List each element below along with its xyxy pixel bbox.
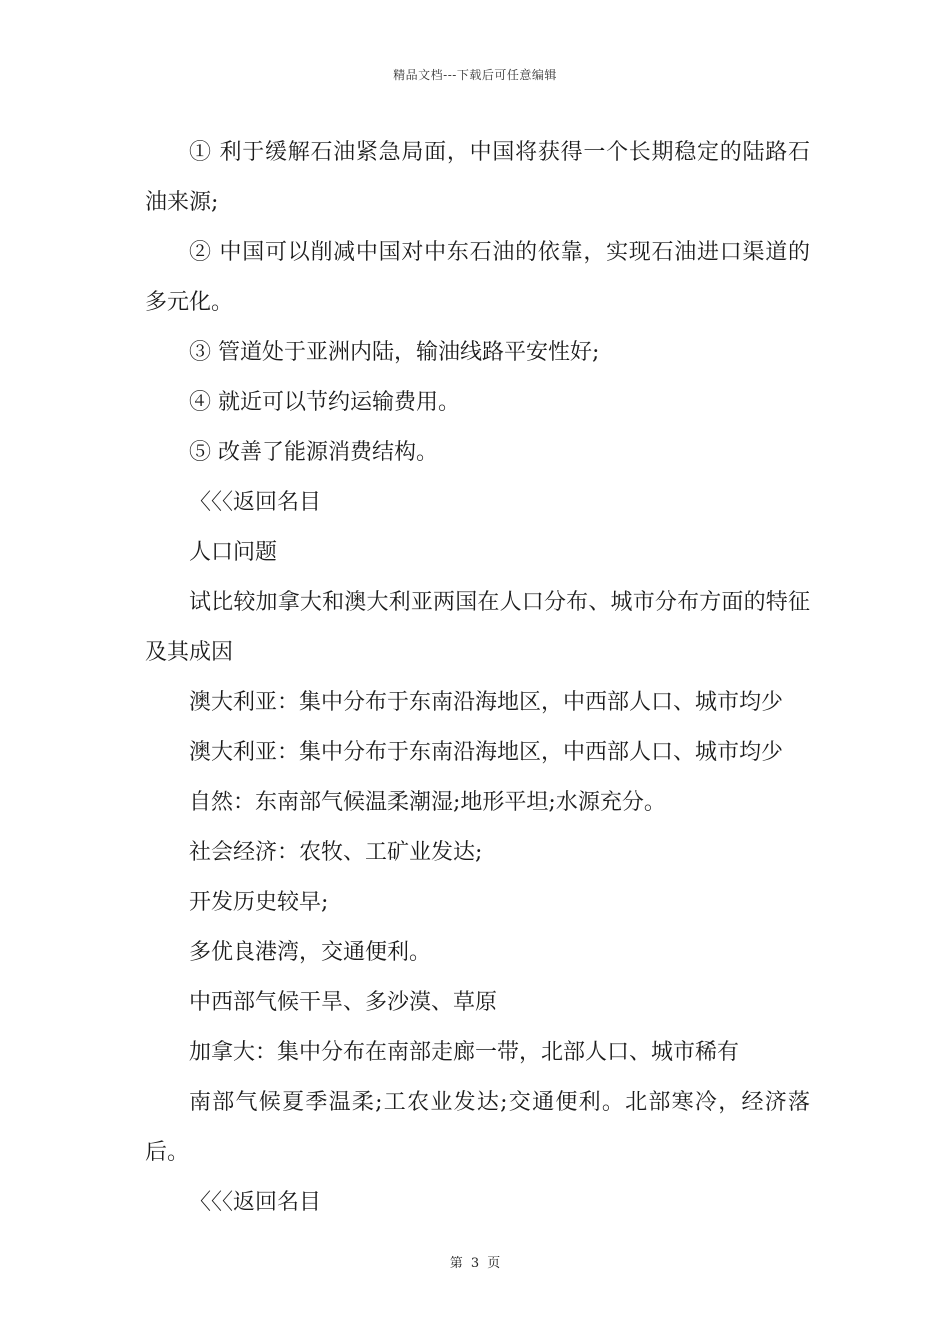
paragraph-ports: 多优良港湾，交通便利。 — [189, 940, 432, 965]
page-header: 精品文档---下载后可任意编辑 — [393, 68, 557, 82]
paragraph-benefit-5: ⑤ 改善了能源消费结构。 — [189, 440, 438, 465]
question-text: 试比较加拿大和澳大利亚两国在人口分布、城市分布方面的特征及其成因 — [145, 590, 810, 665]
paragraph-socioeconomic: 社会经济：农牧、工矿业发达; — [189, 840, 483, 865]
paragraph-history: 开发历史较早; — [189, 890, 329, 915]
section-title: 人口问题 — [189, 540, 278, 565]
back-to-contents-link[interactable]: 〈〈〈返回名目 — [189, 490, 322, 515]
paragraph-canada: 加拿大：集中分布在南部走廊一带，北部人口、城市稀有 — [189, 1040, 740, 1065]
page-number: 第 3 页 — [449, 1256, 501, 1271]
paragraph-canada-reasons: 南部气候夏季温柔;工农业发达;交通便利。北部寒冷，经济落后。 — [145, 1090, 810, 1165]
paragraph-benefit-3: ③ 管道处于亚洲内陆，输油线路平安性好; — [189, 340, 600, 365]
paragraph-benefit-1: ① 利于缓解石油紧急局面，中国将获得一个长期稳定的陆路石油来源; — [145, 140, 810, 215]
back-to-contents-link[interactable]: 〈〈〈返回名目 — [189, 1190, 322, 1215]
paragraph-natural-factors: 自然：东南部气候温柔潮湿;地形平坦;水源充分。 — [189, 790, 666, 815]
paragraph-central-west: 中西部气候干旱、多沙漠、草原 — [189, 990, 498, 1015]
paragraph-australia-2: 澳大利亚：集中分布于东南沿海地区，中西部人口、城市均少 — [189, 740, 784, 765]
paragraph-benefit-2: ② 中国可以削减中国对中东石油的依靠，实现石油进口渠道的多元化。 — [145, 240, 810, 315]
paragraph-australia-1: 澳大利亚：集中分布于东南沿海地区，中西部人口、城市均少 — [189, 690, 784, 715]
document-body — [145, 128, 810, 1228]
paragraph-benefit-4: ④ 就近可以节约运输费用。 — [189, 390, 460, 415]
